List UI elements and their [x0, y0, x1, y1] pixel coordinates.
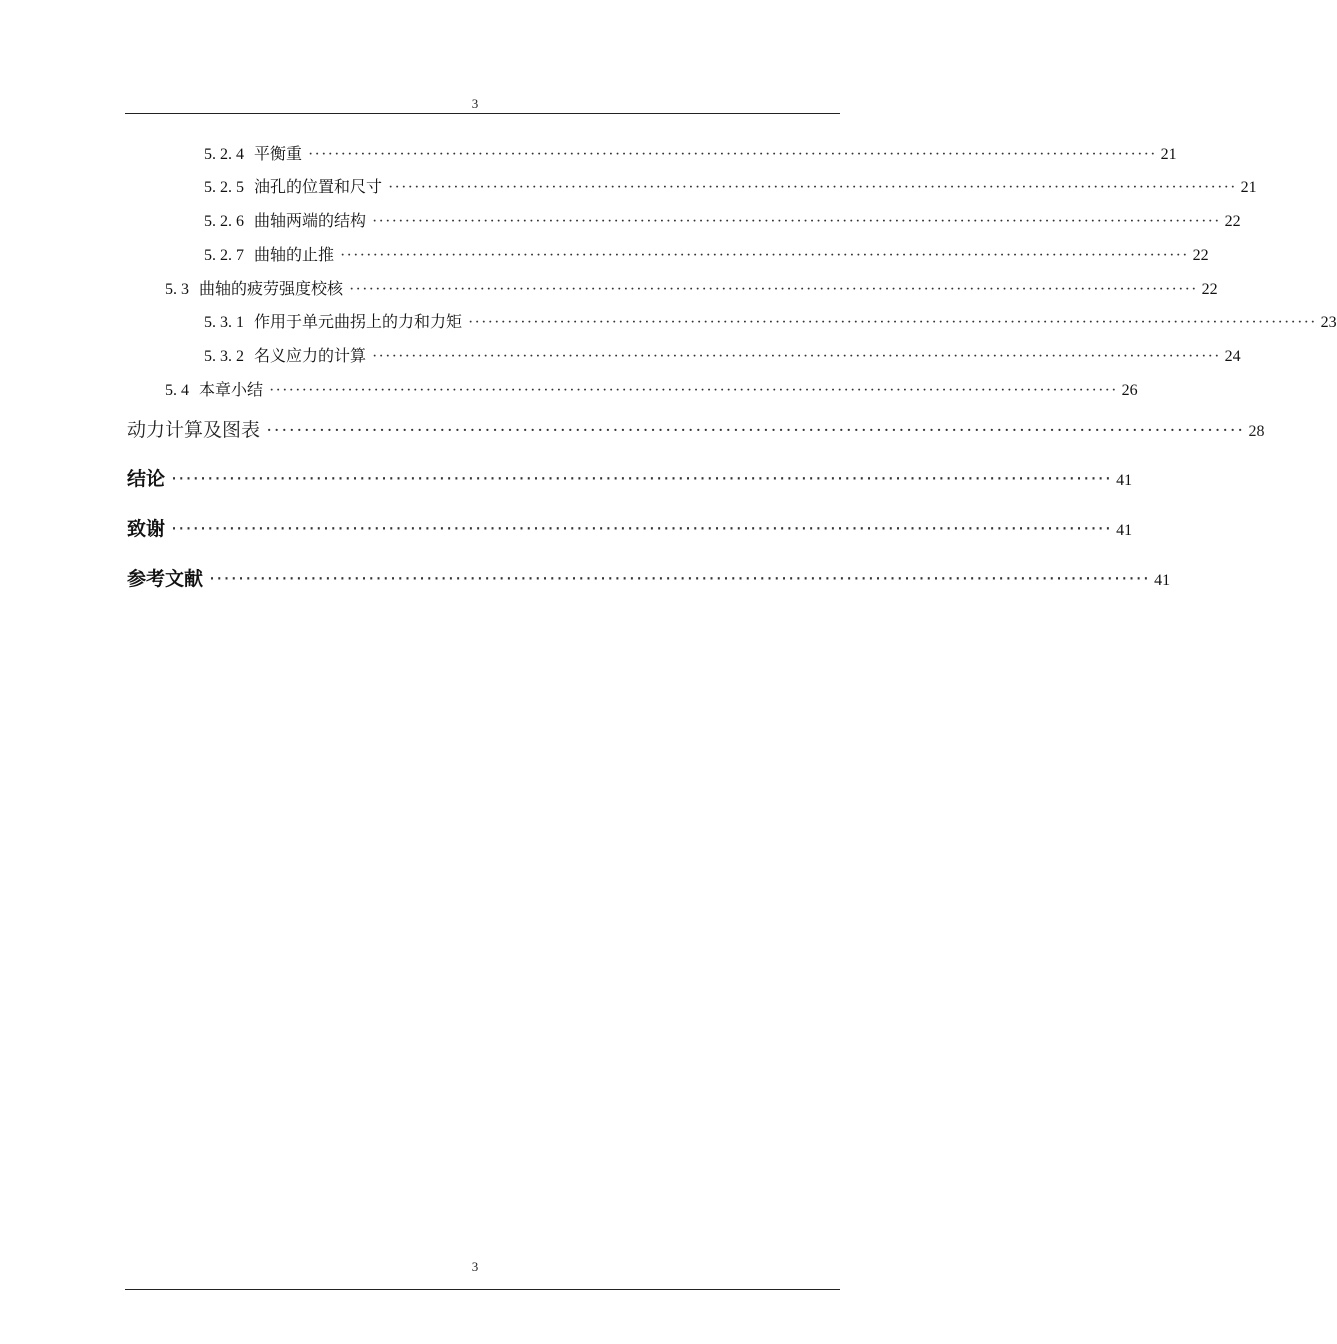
toc-dot-leader: ·································································································································· — [349, 281, 1198, 298]
header-page-number: 3 — [471, 96, 479, 111]
footer-page-number: 3 — [471, 1259, 479, 1274]
toc-section-number: 5. 3. 1 — [204, 314, 244, 331]
toc-page-number: 23 — [1320, 314, 1337, 331]
footer-rule — [125, 1289, 840, 1290]
toc-section-number: 5. 4 — [165, 382, 189, 399]
toc-entry-5-4[interactable] — [165, 377, 1138, 400]
toc-section-title: 本章小结 — [199, 382, 264, 399]
toc-entry-acknowledgements[interactable] — [127, 514, 1133, 541]
toc-dot-leader: ·································································································································· — [388, 179, 1237, 196]
toc-section-title: 曲轴两端的结构 — [254, 213, 367, 230]
toc-section-title: 曲轴的疲劳强度校核 — [199, 281, 344, 298]
toc-entry-dynamics-charts[interactable] — [127, 415, 1265, 442]
toc-page-number: 21 — [1240, 179, 1257, 196]
toc-section-title: 动力计算及图表 — [127, 420, 261, 441]
toc-section-title: 致谢 — [127, 518, 166, 540]
toc-section-number: 5. 3. 2 — [204, 348, 244, 365]
toc-section-number: 5. 2. 5 — [204, 179, 244, 196]
toc-entry-5-2-5[interactable] — [204, 174, 1257, 197]
toc-entry-5-2-4[interactable] — [204, 141, 1177, 164]
toc-entry-5-2-7[interactable] — [204, 242, 1209, 265]
toc-page-number: 41 — [1116, 522, 1133, 539]
toc-section-title: 平衡重 — [254, 146, 303, 163]
toc-entry-conclusion[interactable] — [127, 464, 1133, 491]
toc-dot-leader: ·································································································································· — [468, 314, 1317, 331]
toc-entry-5-2-6[interactable] — [204, 208, 1241, 231]
toc-dot-leader: ·································································································································· — [340, 247, 1189, 264]
toc-section-number: 5. 2. 6 — [204, 213, 244, 230]
toc-page-number: 26 — [1121, 382, 1138, 399]
toc-section-title: 作用于单元曲拐上的力和力矩 — [254, 314, 463, 331]
toc-entry-5-3-1[interactable] — [204, 309, 1337, 332]
toc-page-number: 28 — [1248, 423, 1265, 440]
toc-dot-leader: ·································································································································· — [372, 348, 1221, 365]
toc-page-number: 24 — [1224, 348, 1241, 365]
toc-section-number: 5. 2. 7 — [204, 247, 244, 264]
toc-dot-leader: ·································································································································· — [269, 382, 1118, 399]
toc-section-number: 5. 3 — [165, 281, 189, 298]
toc-dot-leader: ·································································································································· — [308, 146, 1157, 163]
toc-page-number: 22 — [1192, 247, 1209, 264]
toc-section-title: 曲轴的止推 — [254, 247, 335, 264]
toc-section-title: 名义应力的计算 — [254, 348, 367, 365]
toc-section-title: 结论 — [127, 468, 166, 490]
toc-page-number: 22 — [1224, 213, 1241, 230]
toc-page-number: 22 — [1201, 281, 1218, 298]
toc-entry-5-3-2[interactable] — [204, 343, 1241, 366]
toc-page-number: 41 — [1154, 572, 1171, 589]
toc-section-title: 油孔的位置和尺寸 — [254, 179, 383, 196]
toc-dot-leader: ·································································································································· — [171, 518, 1113, 540]
toc-page-number: 21 — [1160, 146, 1177, 163]
toc-dot-leader: ·································································································································· — [372, 213, 1221, 230]
toc-dot-leader: ·································································································································· — [209, 568, 1151, 590]
toc-entry-5-3[interactable] — [165, 276, 1218, 299]
toc-page-number: 41 — [1116, 472, 1133, 489]
toc-section-number: 5. 2. 4 — [204, 146, 244, 163]
toc-dot-leader: ·································································································································· — [266, 420, 1245, 441]
toc-dot-leader: ·································································································································· — [171, 468, 1113, 490]
toc-entry-references[interactable] — [127, 564, 1171, 591]
toc-section-title: 参考文献 — [127, 568, 204, 590]
